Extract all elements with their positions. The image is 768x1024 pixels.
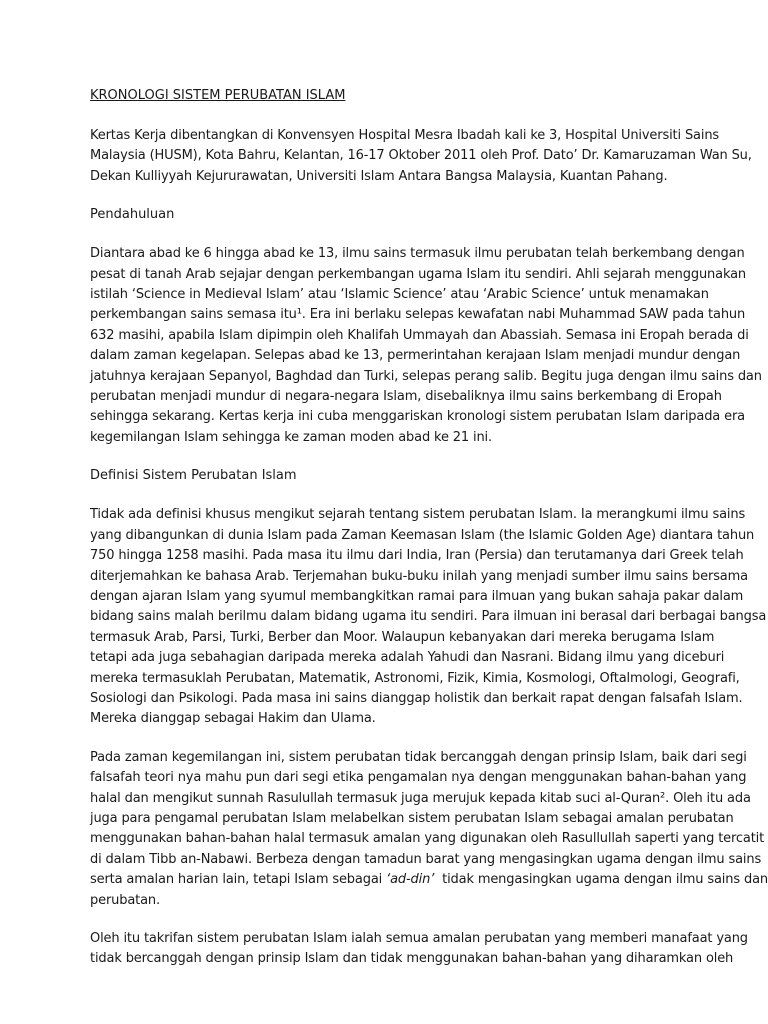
text-line: mereka termasuklah Perubatan, Matematik, Astronomi, Fizik, Kimia, Kosmologi, Oftalmologi, Geografi,: [90, 670, 740, 686]
document-title: KRONOLOGI SISTEM PERUBATAN ISLAM: [90, 88, 346, 103]
paragraph-pendahuluan: [90, 244, 762, 448]
text-line: perkembangan sains semasa itu¹. Era ini berlaku selepas kewafatan nabi Muhammad SAW pada tahun: [90, 307, 746, 323]
text-line: dalam zaman kegelapan. Selepas abad ke 13, permerintahan kerajaan Islam menjadi mundur dengan: [90, 348, 741, 364]
text-line: Sosiologi dan Psikologi. Pada masa ini sains dianggap holistik dan berkait rapat dengan falsafah Islam.: [90, 690, 743, 706]
text-line: Diantara abad ke 6 hingga abad ke 13, ilmu sains termasuk ilmu perubatan telah berkembang dengan: [90, 246, 745, 262]
text-line: dengan ajaran Islam yang syumul membangkitkan ramai para ilmuan yang bukan sahaja pakar dalam: [90, 588, 744, 604]
text-line: sehingga sekarang. Kertas kerja ini cuba menggariskan kronologi sistem perubatan Islam daripada era: [90, 409, 745, 425]
text-line: Malaysia (HUSM), Kota Bahru, Kelantan, 16-17 Oktober 2011 oleh Prof. Dato’ Dr. Kamaruzaman Wan Su,: [90, 148, 752, 164]
text-line: 632 masihi, apabila Islam dipimpin oleh Khalifah Ummayah dan Abassiah. Semasa ini Eropah berada di: [90, 327, 749, 343]
text-segment: serta amalan harian lain, tetapi Islam sebagai: [90, 872, 387, 888]
text-line: tetapi ada juga sebahagian daripada mereka adalah Yahudi dan Nasrani. Bidang ilmu yang diceburi: [90, 650, 725, 666]
text-line: falsafah teori nya mahu pun dari segi etika pengamalan nya dengan menggunakan bahan-bahan yang: [90, 770, 747, 786]
text-line: termasuk Arab, Parsi, Turki, Berber dan Moor. Walaupun kebanyakan dari mereka berugama Islam: [90, 629, 715, 645]
text-line: di dalam Tibb an-Nabawi. Berbeza dengan tamadun barat yang mengasingkan ugama dengan ilmu sains: [90, 851, 762, 867]
text-line: istilah ‘Science in Medieval Islam’ atau ‘Islamic Science’ atau ‘Arabic Science’ untuk menamakan: [90, 287, 709, 303]
text-line: 750 hingga 1258 masihi. Pada masa itu ilmu dari India, Iran (Persia) dan terutamanya dari Greek telah: [90, 548, 744, 564]
text-line: perubatan menjadi mundur di negara-negara Islam, disebaliknya ilmu sains berkembang di Eropah: [90, 389, 722, 405]
text-line: perubatan.: [90, 892, 160, 908]
text-line: jatuhnya kerajaan Sepanyol, Baghdad dan Turki, selepas perang salib. Begitu juga dengan ilmu sains dan: [90, 368, 762, 384]
text-line: Mereka dianggap sebagai Hakim dan Ulama.: [90, 711, 376, 727]
text-line: Oleh itu takrifan sistem perubatan Islam ialah semua amalan perubatan yang memberi manafaat yang: [90, 931, 748, 946]
text-line: Dekan Kulliyyah Kejururawatan, Universiti Islam Antara Bangsa Malaysia, Kuantan Pahang.: [90, 168, 668, 184]
section-heading-pendahuluan: Pendahuluan: [90, 207, 175, 223]
italic-term: ‘ad-din’: [386, 872, 435, 888]
paragraph-takrifan: [90, 929, 748, 970]
text-segment: tidak mengasingkan ugama dengan ilmu sains dan: [434, 872, 768, 888]
paragraph-definisi: [90, 505, 767, 729]
text-line: diterjemahkan ke bahasa Arab. Terjemahan buku-buku inilah yang menjadi sumber ilmu sains bersama: [90, 568, 748, 584]
text-line: Kertas Kerja dibentangkan di Konvensyen Hospital Mesra Ibadah kali ke 3, Hospital Universiti Sains: [90, 128, 720, 143]
text-line: tidak bercanggah dengan prinsip Islam dan tidak menggunakan bahan-bahan yang diharamkan oleh: [90, 951, 734, 967]
text-line: pesat di tanah Arab sejajar dengan perkembangan ugama Islam itu sendiri. Ahli sejarah menggunakan: [90, 266, 746, 282]
text-line: juga para pengamal perubatan Islam melabelkan sistem perubatan Islam sebagai amalan perubatan: [90, 810, 734, 826]
text-line: Tidak ada definisi khusus mengikut sejarah tentang sistem perubatan Islam. Ia merangkumi ilmu sains: [90, 507, 746, 523]
paragraph-kegemilangan: [90, 748, 768, 911]
text-line: bidang sains malah berilmu dalam bidang ugama itu sendiri. Para ilmuan ini berasal dari berbagai bangsa: [90, 609, 767, 625]
text-line: menggunakan bahan-bahan halal termasuk amalan yang digunakan oleh Rasullullah saperti yang tercatit: [90, 831, 765, 847]
text-line: kegemilangan Islam sehingga ke zaman moden abad ke 21 ini.: [90, 429, 493, 445]
text-line: yang dibangunkan di dunia Islam pada Zaman Keemasan Islam (the Islamic Golden Age) diantara tahun: [90, 527, 755, 543]
intro-paragraph: [90, 126, 752, 187]
text-line: [90, 870, 768, 890]
text-line: halal dan mengikut sunnah Rasulullah termasuk juga merujuk kepada kitab suci al-Quran². Oleh itu ada: [90, 790, 751, 806]
text-line: Pada zaman kegemilangan ini, sistem perubatan tidak bercanggah dengan prinsip Islam, baik dari segi: [90, 749, 747, 765]
section-heading-definisi: Definisi Sistem Perubatan Islam: [90, 468, 297, 484]
